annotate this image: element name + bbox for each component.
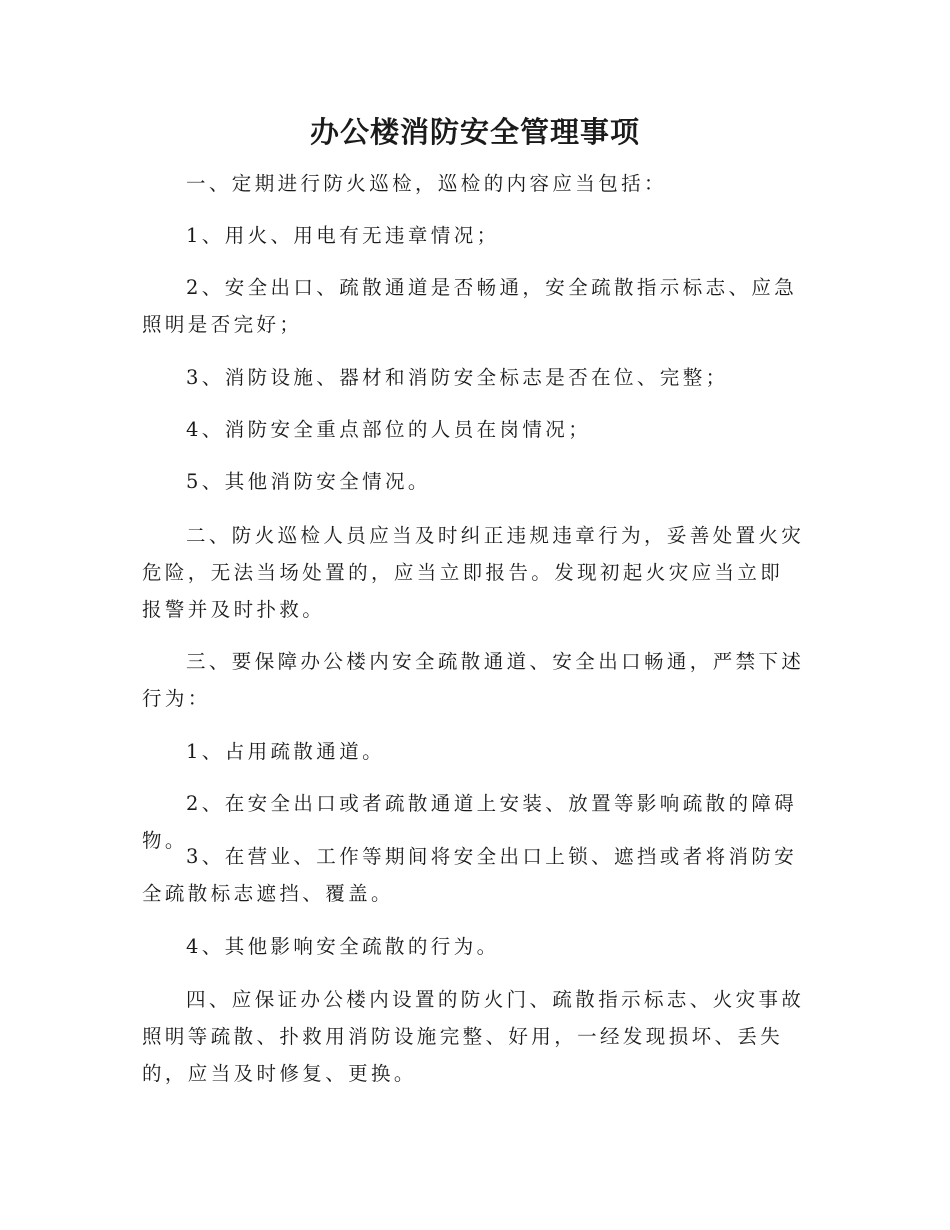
paragraph-section-2: 二、防火巡检人员应当及时纠正违规违章行为，妥善处置火灾危险，无法当场处置的，应当立即报告。发现初起火灾应当立即报警并及时扑救。 — [142, 524, 805, 621]
paragraph-section-3: 三、要保障办公楼内安全疏散通道、安全出口畅通，严禁下述行为： — [142, 650, 805, 710]
paragraph-item-3-4: 4、其他影响安全疏散的行为。 — [186, 935, 500, 958]
paragraph-item-1-5: 5、其他消防安全情况。 — [186, 470, 431, 493]
paragraph-item-3-3: 3、在营业、工作等期间将安全出口上锁、遮挡或者将消防安全疏散标志遮挡、覆盖。 — [142, 845, 798, 905]
paragraph-section-4: 四、应保证办公楼内设置的防火门、疏散指示标志、火灾事故照明等疏散、扑救用消防设施完整、好用，一经发现损坏、丢失的，应当及时修复、更换。 — [142, 988, 805, 1085]
paragraph-item-1-2: 2、安全出口、疏散通道是否畅通，安全疏散指示标志、应急照明是否完好； — [142, 276, 798, 336]
paragraph-item-3-2: 2、在安全出口或者疏散通道上安装、放置等影响疏散的障碍物。 — [142, 792, 798, 852]
paragraph-item-1-4: 4、消防安全重点部位的人员在岗情况； — [186, 418, 592, 441]
document-title: 办公楼消防安全管理事项 — [309, 115, 640, 149]
paragraph-section-1: 一、定期进行防火巡检，巡检的内容应当包括： — [186, 172, 667, 195]
paragraph-item-3-1: 1、占用疏散通道。 — [186, 740, 386, 763]
paragraph-item-1-1: 1、用火、用电有无违章情况； — [186, 224, 500, 247]
paragraph-item-1-3: 3、消防设施、器材和消防安全标志是否在位、完整； — [186, 366, 729, 389]
